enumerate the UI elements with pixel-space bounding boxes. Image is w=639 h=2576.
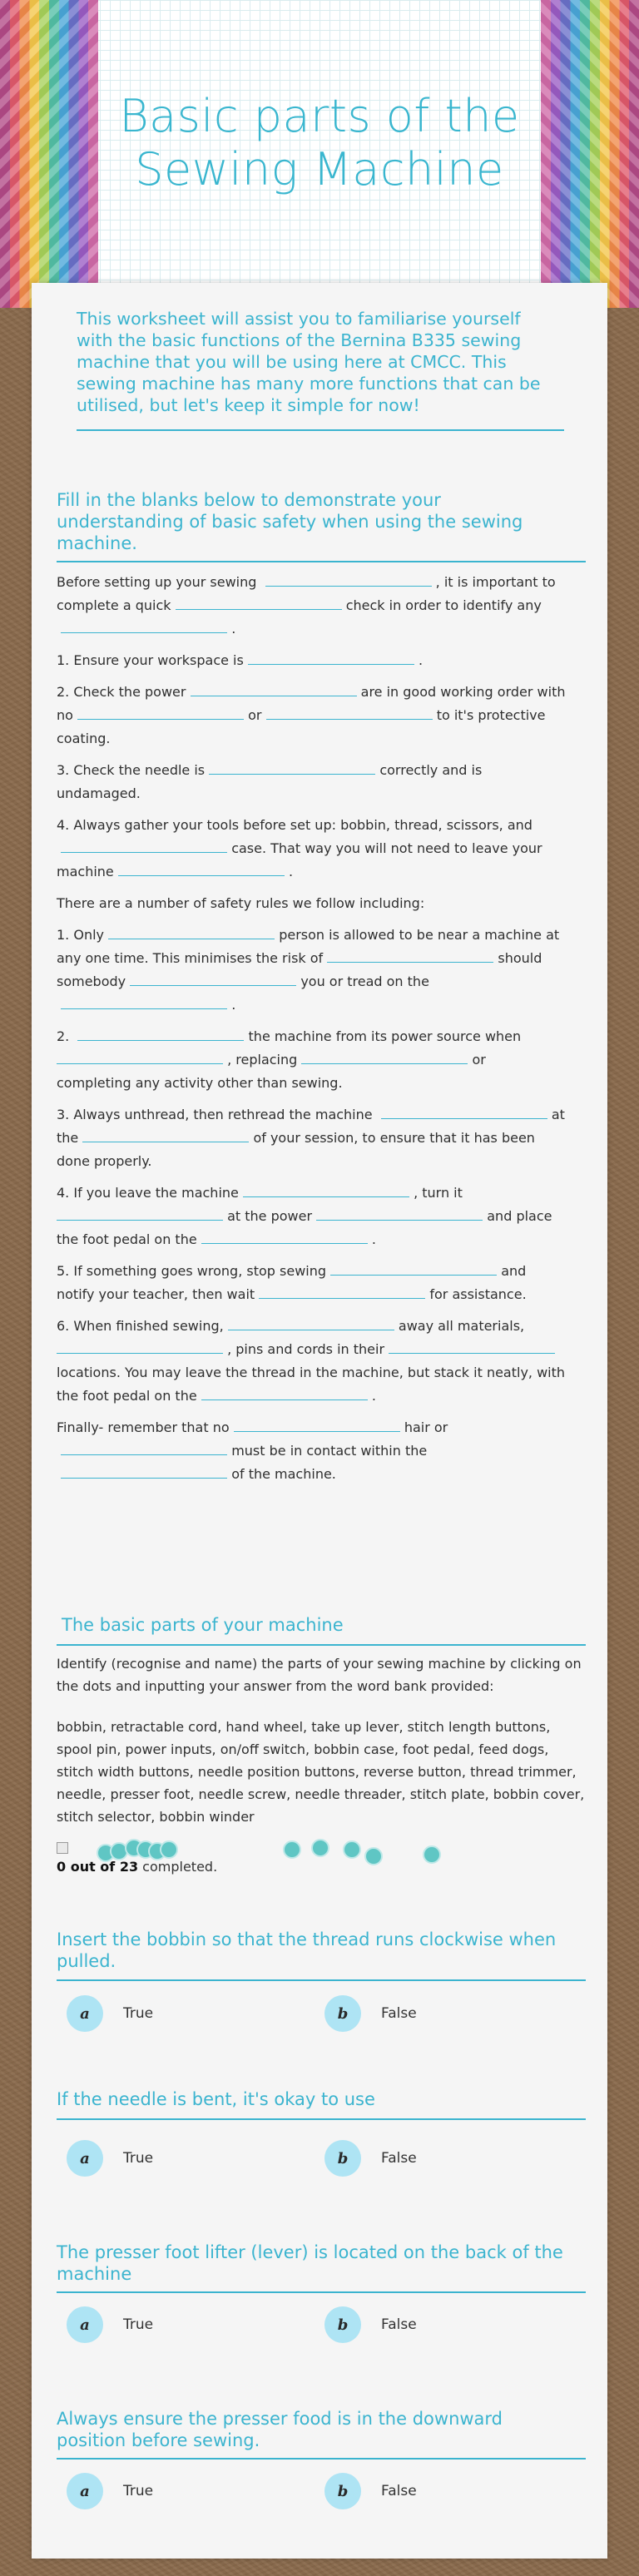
option-letter: b [324,2140,361,2177]
parts-divider [57,1644,586,1646]
text: any one time. This minimises the risk of [57,950,324,966]
text: . [231,997,236,1013]
option-label: True [123,2005,154,2022]
page-title [98,90,541,196]
text: the foot pedal on the [57,1231,197,1247]
option-label: False [381,2483,417,2499]
blank-input[interactable] [77,1028,244,1041]
hotspot-dot[interactable] [160,1840,178,1859]
text: of the machine. [231,1466,336,1482]
blank-input[interactable] [228,1317,394,1330]
question-4-text: Always ensure the presser food is in the downward position before sewing. [57,2409,503,2450]
text: , replacing [227,1052,298,1068]
blank-input[interactable] [330,1262,497,1276]
text: and [501,1263,527,1279]
option-label: True [123,2150,154,2167]
blank-input[interactable] [209,761,375,775]
text: . [288,864,294,879]
completion-count: 0 out of 23 [57,1859,139,1875]
text: undamaged. [57,785,141,801]
safety-divider [57,561,586,562]
text: , it is important to [435,574,556,590]
blank-input[interactable] [248,651,414,665]
text: . [371,1231,376,1247]
blank-input[interactable] [61,996,227,1009]
text: the [57,1130,79,1146]
text: 2. Check the power [57,684,186,700]
option-letter: a [67,1995,103,2032]
text: check in order to identify any [345,597,542,613]
option-label: True [123,2483,154,2499]
option-label: False [381,2316,417,2333]
blank-input[interactable] [234,1419,400,1432]
text: notify your teacher, then wait [57,1286,255,1302]
text: 3. Check the needle is [57,762,206,778]
parts-instructions: Identify (recognise and name) the parts of your sewing machine by clicking on the dots and inputting your answer from the word bank provided: [57,1656,582,1694]
question-3-option-b[interactable] [324,2306,417,2343]
text: 6. When finished sewing, [57,1318,224,1334]
question-1-divider [57,1979,586,1981]
text: . [231,621,236,637]
question-4-option-a[interactable] [67,2473,153,2509]
option-letter: b [324,2306,361,2343]
blank-input[interactable] [176,597,342,610]
worksheet-panel [32,283,607,2559]
question-2-divider [57,2118,586,2120]
text: 1. Ensure your workspace is [57,652,244,668]
hotspot-dot[interactable] [423,1845,441,1864]
text: 3. Always unthread, then rethread the machine [57,1107,373,1122]
text: must be in contact within the [231,1443,428,1459]
text: should [498,950,542,966]
text: complete a quick [57,597,171,613]
text: . [371,1388,376,1404]
hotspot-area [57,1839,572,1897]
blank-input[interactable] [108,926,275,939]
hotspot-dot[interactable] [311,1839,329,1857]
text: Before setting up your sewing [57,574,257,590]
chevron-pattern-right [541,0,639,308]
text: 4. Always gather your tools before set up: bobbin, thread, scissors, and [57,817,532,833]
text: you or tread on the [300,973,429,989]
text: at the power [227,1208,313,1224]
option-label: False [381,2005,417,2022]
text: are in good working order with [360,684,566,700]
text: case. That way you will not need to leave your [231,840,542,856]
blank-input[interactable] [381,1106,547,1119]
option-letter: b [324,1995,361,2032]
blank-input[interactable] [130,973,296,986]
text: done properly. [57,1153,152,1169]
text: the foot pedal on the [57,1388,197,1404]
parts-heading: The basic parts of your machine [62,1615,344,1635]
text: 4. If you leave the machine [57,1185,239,1201]
safety-heading: Fill in the blanks below to demonstrate your understanding of basic safety when using the sewing machine. [57,490,523,553]
title-line-2: Sewing Machine [135,143,504,196]
hotspot-dot[interactable] [283,1840,301,1859]
title-line-1: Basic parts of the [119,90,520,142]
text: locations. You may leave the thread in the machine, but stack it neatly, with [57,1365,566,1380]
completion-suffix: completed. [138,1859,218,1875]
question-3-text: The presser foot lifter (lever) is located on the back of the machine [57,2242,563,2284]
text: or [472,1052,486,1068]
blank-input[interactable] [61,620,227,633]
blank-input[interactable] [57,1340,223,1354]
question-1-option-b[interactable] [324,1995,417,2032]
text: , pins and cords in their [227,1341,385,1357]
text: and place [487,1208,552,1224]
text: of your session, to ensure that it has been [253,1130,535,1146]
option-label: False [381,2150,417,2167]
option-letter: b [324,2473,361,2509]
blank-input[interactable] [57,1207,223,1221]
blank-input[interactable] [191,683,357,696]
text: the machine from its power source when [248,1028,522,1044]
option-label: True [123,2316,154,2333]
blank-input[interactable] [389,1340,555,1354]
text: no [57,707,73,723]
hotspot-dot[interactable] [364,1847,383,1865]
text: machine [57,864,114,879]
text: or [248,707,262,723]
text: 2. [57,1028,70,1044]
text: coating. [57,731,111,746]
option-letter: a [67,2306,103,2343]
text: . [419,652,424,668]
text: correctly and is [379,762,483,778]
text: , turn it [414,1185,463,1201]
blank-input[interactable] [266,706,433,720]
word-bank: bobbin, retractable cord, hand wheel, take up lever, stitch length buttons, spool pin, power inputs, on/off switch, bobbin case, foot pedal, feed dogs, stitch width buttons, needle position buttons, reverse button, thread trimmer, needle, presser foot, needle screw, needle threader, stitch plate, bobbin cover, stitch selector, bobbin winder [57,1719,585,1825]
text: There are a number of safety rules we follow including: [57,895,425,911]
text: completing any activity other than sewing. [57,1075,343,1091]
broken-image-icon [57,1842,68,1854]
blank-input[interactable] [82,1129,249,1142]
text: 1. Only [57,927,104,943]
blank-input[interactable] [61,840,227,853]
question-4-divider [57,2458,586,2460]
blank-input[interactable] [201,1387,368,1400]
text: hair or [404,1419,448,1435]
question-2-option-a[interactable] [67,2140,153,2177]
question-2-option-b[interactable] [324,2140,417,2177]
text: Finally- remember that no [57,1419,230,1435]
text: somebody [57,973,126,989]
question-2-text: If the needle is bent, it's okay to use [57,2089,375,2109]
text: for assistance. [429,1286,527,1302]
question-3-divider [57,2291,586,2293]
text: 5. If something goes wrong, stop sewing [57,1263,327,1279]
blank-input[interactable] [77,706,244,720]
intro-divider [77,429,564,431]
blank-input[interactable] [243,1184,409,1197]
header-banner [0,0,639,308]
blank-input[interactable] [118,863,285,876]
blank-input[interactable] [57,1051,223,1064]
blank-input[interactable] [201,1231,368,1244]
option-letter: a [67,2473,103,2509]
text: person is allowed to be near a machine at [279,927,560,943]
blank-input[interactable] [301,1051,468,1064]
chevron-pattern-left [0,0,98,308]
hotspot-dot[interactable] [343,1840,361,1859]
completion-status [57,1859,217,1875]
safety-questions [57,571,586,1486]
intro-text: This worksheet will assist you to familiarise yourself with the basic functions of the Bernina B335 sewing machine that you will be using here at CMCC. This sewing machine has many more functions that can be utilised, but let's keep it simple for now! [77,309,541,415]
option-letter: a [67,2140,103,2177]
blank-input[interactable] [61,1465,227,1479]
question-4-option-b[interactable] [324,2473,417,2509]
blank-input[interactable] [265,573,432,587]
blank-input[interactable] [259,1286,425,1299]
question-3-option-a[interactable] [67,2306,153,2343]
question-1-option-a[interactable] [67,1995,153,2032]
blank-input[interactable] [316,1207,483,1221]
text: away all materials, [398,1318,525,1334]
blank-input[interactable] [61,1442,227,1455]
text: to it's protective [436,707,546,723]
question-1-text: Insert the bobbin so that the thread runs clockwise when pulled. [57,1930,557,1971]
text: at [551,1107,565,1122]
blank-input[interactable] [327,949,493,963]
